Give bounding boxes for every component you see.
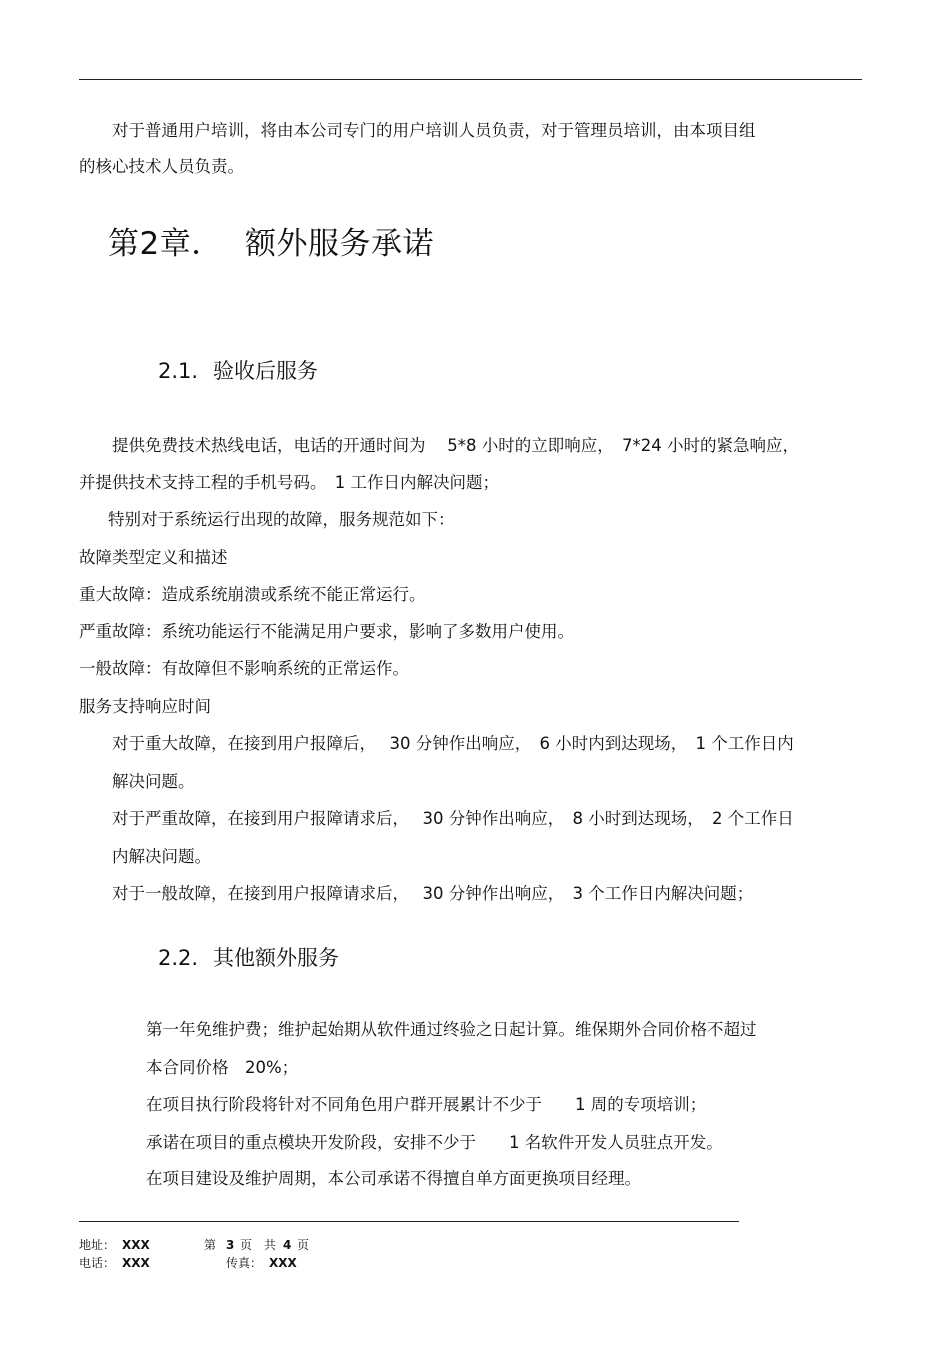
header-rule	[79, 79, 862, 80]
s1-line: 提供免费技术热线电话，电话的开通时间为 5*8 小时的立即响应， 7*24 小时的紧急响应，	[112, 436, 799, 455]
footer-page-current: 3	[226, 1238, 235, 1252]
footer-page-text-1: 第	[204, 1238, 217, 1252]
s1-line: 故障类型定义和描述	[79, 548, 228, 567]
footer-rule	[79, 1221, 739, 1222]
s1-line: 一般故障：有故障但不影响系统的正常运作。	[79, 659, 409, 678]
s1-line: 对于严重故障，在接到用户报障请求后， 30 分钟作出响应， 8 小时到达现场， 2 个工作日	[112, 809, 794, 828]
s1-line: 解决问题。	[112, 772, 195, 791]
footer-page-text-3: 页	[297, 1238, 310, 1252]
s1-line: 服务支持响应时间	[79, 697, 211, 716]
s2-line: 本合同价格 20%；	[146, 1058, 299, 1077]
s2-line: 第一年免维护费；维护起始期从软件通过终验之日起计算。维保期外合同价格不超过	[146, 1020, 757, 1039]
s2-line: 承诺在项目的重点模块开发阶段，安排不少于 1 名软件开发人员驻点开发。	[146, 1133, 723, 1152]
footer-page-text-2: 页 共	[240, 1238, 277, 1252]
section-2-1-title: 验收后服务	[213, 359, 318, 383]
s1-line: 并提供技术支持工程的手机号码。 1 工作日内解决问题；	[79, 473, 499, 492]
s2-line: 在项目执行阶段将针对不同角色用户群开展累计不少于 1 周的专项培训；	[146, 1095, 707, 1114]
chapter-number: 第2章．	[108, 226, 223, 262]
footer-phone-value: XXX	[122, 1256, 150, 1270]
s2-line: 在项目建设及维护周期，本公司承诺不得擅自单方面更换项目经理。	[146, 1169, 641, 1188]
footer-fax-value: XXX	[269, 1256, 297, 1270]
section-2-2-number: 2.2.	[158, 946, 199, 970]
s1-line: 内解决问题。	[112, 847, 211, 866]
footer-phone-label: 电话：	[79, 1256, 116, 1270]
intro-paragraph-line-2: 的核心技术人员负责。	[79, 157, 244, 176]
s1-line: 对于一般故障，在接到用户报障请求后， 30 分钟作出响应， 3 个工作日内解决问题；	[112, 884, 754, 903]
chapter-title: 额外服务承诺	[245, 226, 434, 262]
intro-paragraph-line-1: 对于普通用户培训，将由本公司专门的用户培训人员负责，对于管理员培训，由本项目组	[112, 121, 756, 140]
footer-address-value: XXX	[122, 1238, 150, 1252]
section-2-2-title: 其他额外服务	[213, 946, 339, 970]
s1-line: 特别对于系统运行出现的故障，服务规范如下：	[108, 510, 455, 529]
footer-address-label: 地址：	[79, 1238, 116, 1252]
footer-fax-label: 传真：	[226, 1256, 263, 1270]
s1-line: 对于重大故障，在接到用户报障后， 30 分钟作出响应， 6 小时内到达现场， 1 个工作日内	[112, 734, 794, 753]
section-2-1-number: 2.1.	[158, 359, 199, 383]
s1-line: 重大故障：造成系统崩溃或系统不能正常运行。	[79, 585, 426, 604]
s1-line: 严重故障：系统功能运行不能满足用户要求，影响了多数用户使用。	[79, 622, 574, 641]
footer-page-total: 4	[283, 1238, 292, 1252]
